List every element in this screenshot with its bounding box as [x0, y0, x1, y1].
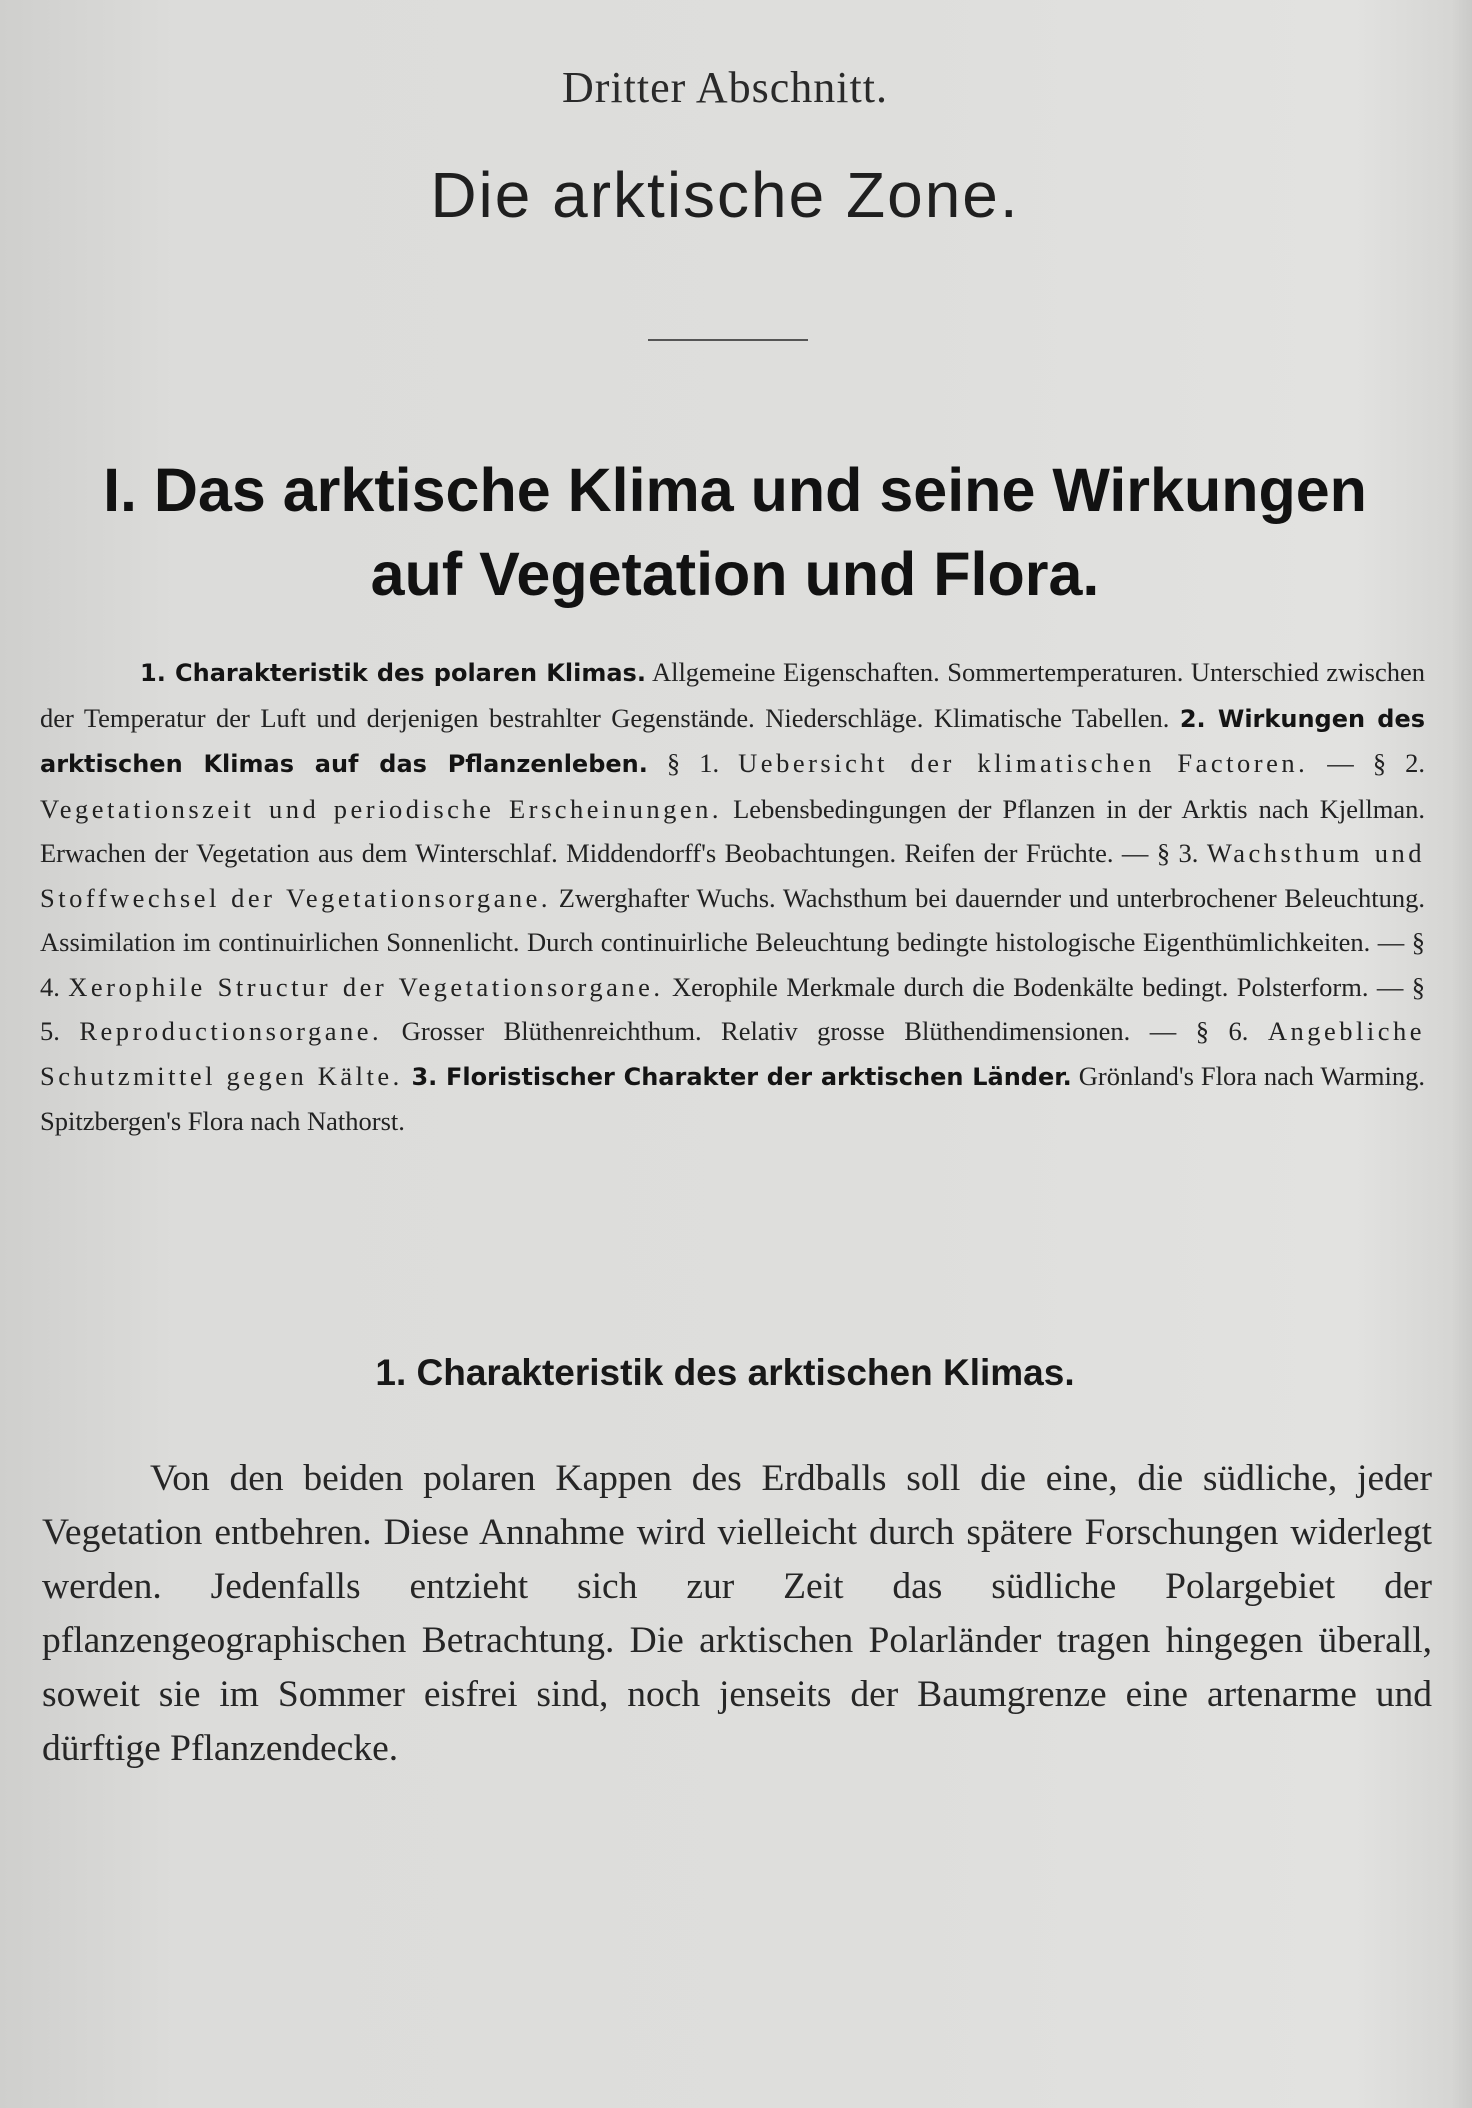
page-edge-shadow: [1452, 0, 1472, 2108]
main-heading-line-2: auf Vegetation und Flora.: [370, 540, 1100, 608]
summary-heading-1: 1. Charakteristik des polaren Klimas.: [140, 659, 646, 687]
paragraph-ref-3: — § 3.: [1113, 838, 1207, 868]
paragraph-ref-1: § 1.: [647, 748, 739, 778]
paragraph-text-5: Grosser Blüthenreichthum. Relativ grosse Blüthendimensionen.: [382, 1016, 1131, 1046]
section-heading: 1. Charakteristik des arktischen Klimas.: [375, 1352, 1075, 1393]
paragraph-title-6: Angebliche Schutzmittel gegen Kälte.: [40, 1016, 1426, 1091]
body-paragraph: [42, 1452, 1432, 1776]
main-heading-line-1: I. Das arktische Klima und seine Wirkungen: [103, 456, 1367, 524]
paragraph-text-3: Zwerghafter Wuchs. Wachsthum bei dauernder und unterbrochener Beleuchtung. Assimilation im continuirlichen Sonnenlicht. Durch continuirliche Beleuchtung bedingte histologische Eigenthümlichkeiten.: [40, 882, 1425, 957]
divider-rule: [648, 339, 808, 341]
paragraph-text-4: Xerophile Merkmale durch die Bodenkälte bedingt. Polsterform.: [663, 971, 1369, 1002]
paragraph-ref-5: — § 5.: [40, 971, 1426, 1046]
chapter-summary: [40, 650, 1425, 1144]
main-heading: [40, 448, 1430, 616]
paragraph-ref-4: — § 4.: [40, 927, 1426, 1002]
paragraph-ref-2: — § 2.: [1308, 748, 1426, 778]
paragraph-title-2: Vegetationszeit und periodische Erscheinungen.: [40, 793, 723, 824]
paragraph-title-3: Wachsthum und Stoffwechsel der Vegetationsorgane.: [40, 838, 1426, 913]
body-paragraph-text: Von den beiden polaren Kappen des Erdballs soll die eine, die südliche, jeder Vegetation entbehren. Diese Annahme wird vielleicht durch spätere Forschungen widerlegt werden. Jedenfalls entzieht sich zur Zeit das südliche Polargebiet der pflanzengeographischen Betrachtung. Die arktischen Polarländer tragen hingegen überall, soweit sie im Sommer eisfrei sind, noch jenseits der Baumgrenze eine artenarme und dürftige Pflanzendecke.: [42, 1458, 1432, 1769]
summary-text-3: Grönland's Flora nach Warming. Spitzbergen's Flora nach Nathorst.: [40, 1060, 1425, 1136]
paragraph-ref-6: — § 6.: [1130, 1016, 1268, 1046]
paragraph-title-5: Reproductionsorgane.: [79, 1016, 383, 1046]
paragraph-title-1: Uebersicht der klimatischen Factoren.: [738, 748, 1309, 778]
paragraph-title-4: Xerophile Structur der Vegetationsorgane.: [68, 971, 664, 1002]
section-label: Dritter Abschnitt.: [562, 63, 888, 112]
summary-heading-3: 3. Floristischer Charakter der arktischen Länder.: [402, 1062, 1072, 1091]
chapter-title: Die arktische Zone.: [430, 159, 1020, 231]
summary-heading-2: 2. Wirkungen des arktischen Klimas auf das Pflanzenleben.: [40, 704, 1426, 778]
summary-text-1: Allgemeine Eigenschaften. Sommertemperaturen. Unterschied zwischen der Temperatur der Luft und derjenigen bestrahlter Gegenstände. Niederschläge. Klimatische Tabellen.: [40, 657, 1425, 733]
paragraph-text-2: Lebensbedingungen der Pflanzen in der Arktis nach Kjellman. Erwachen der Vegetation aus dem Winterschlaf. Middendorff's Beobachtungen. Reifen der Früchte.: [40, 793, 1425, 868]
